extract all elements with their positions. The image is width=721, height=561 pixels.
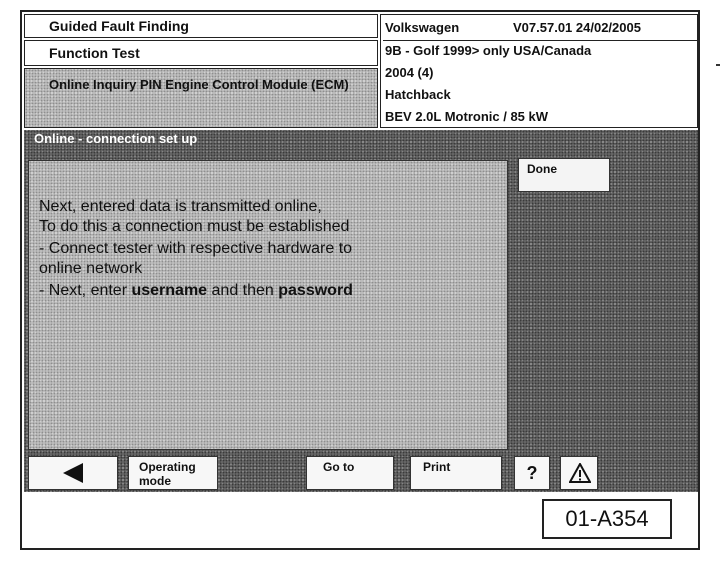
message-line: Next, entered data is transmitted online, <box>39 198 322 215</box>
vehicle-body: Hatchback <box>385 87 451 102</box>
message-line <box>39 281 507 301</box>
back-arrow-icon <box>63 463 83 483</box>
print-button[interactable]: Print <box>410 456 502 490</box>
username-keyword: username <box>131 282 208 299</box>
software-version: V07.57.01 24/02/2005 <box>513 20 641 35</box>
message-text: and then <box>207 282 279 299</box>
tester-screen <box>20 10 700 550</box>
vehicle-year: 2004 (4) <box>385 65 434 80</box>
goto-button[interactable]: Go to <box>306 456 394 490</box>
toolbar <box>24 456 698 492</box>
nav-guided-fault-finding[interactable]: Guided Fault Finding <box>24 14 378 38</box>
message-text: - Next, enter <box>39 282 132 299</box>
nav-function-test[interactable]: Function Test <box>24 40 378 66</box>
done-button[interactable]: Done <box>518 158 610 192</box>
operating-mode-label: Operating <box>139 460 196 474</box>
scan-artifact <box>716 64 720 66</box>
message-panel <box>28 160 508 450</box>
vehicle-info-panel <box>380 14 698 128</box>
nav-current-function[interactable]: Online Inquiry PIN Engine Control Module (ECM) <box>24 68 378 128</box>
dialog-title: Online - connection set up <box>24 130 698 148</box>
figure-code: 01-A354 <box>542 499 672 539</box>
password-keyword: password <box>278 282 353 299</box>
help-button[interactable]: ? <box>514 456 550 490</box>
operating-mode-label: mode <box>139 474 172 488</box>
vehicle-model: 9B - Golf 1999> only USA/Canada <box>383 40 697 63</box>
message-line: - Connect tester with respective hardware to <box>39 240 353 257</box>
dialog-area <box>24 148 698 456</box>
message-line: To do this a connection must be established <box>39 218 350 235</box>
operating-mode-button[interactable] <box>128 456 218 490</box>
vehicle-engine: BEV 2.0L Motronic / 85 kW <box>385 109 549 124</box>
back-button[interactable] <box>28 456 118 490</box>
warning-triangle-icon <box>569 463 591 483</box>
message-line: online network <box>39 260 143 277</box>
warning-button[interactable] <box>560 456 598 490</box>
vehicle-make: Volkswagen <box>385 20 460 35</box>
